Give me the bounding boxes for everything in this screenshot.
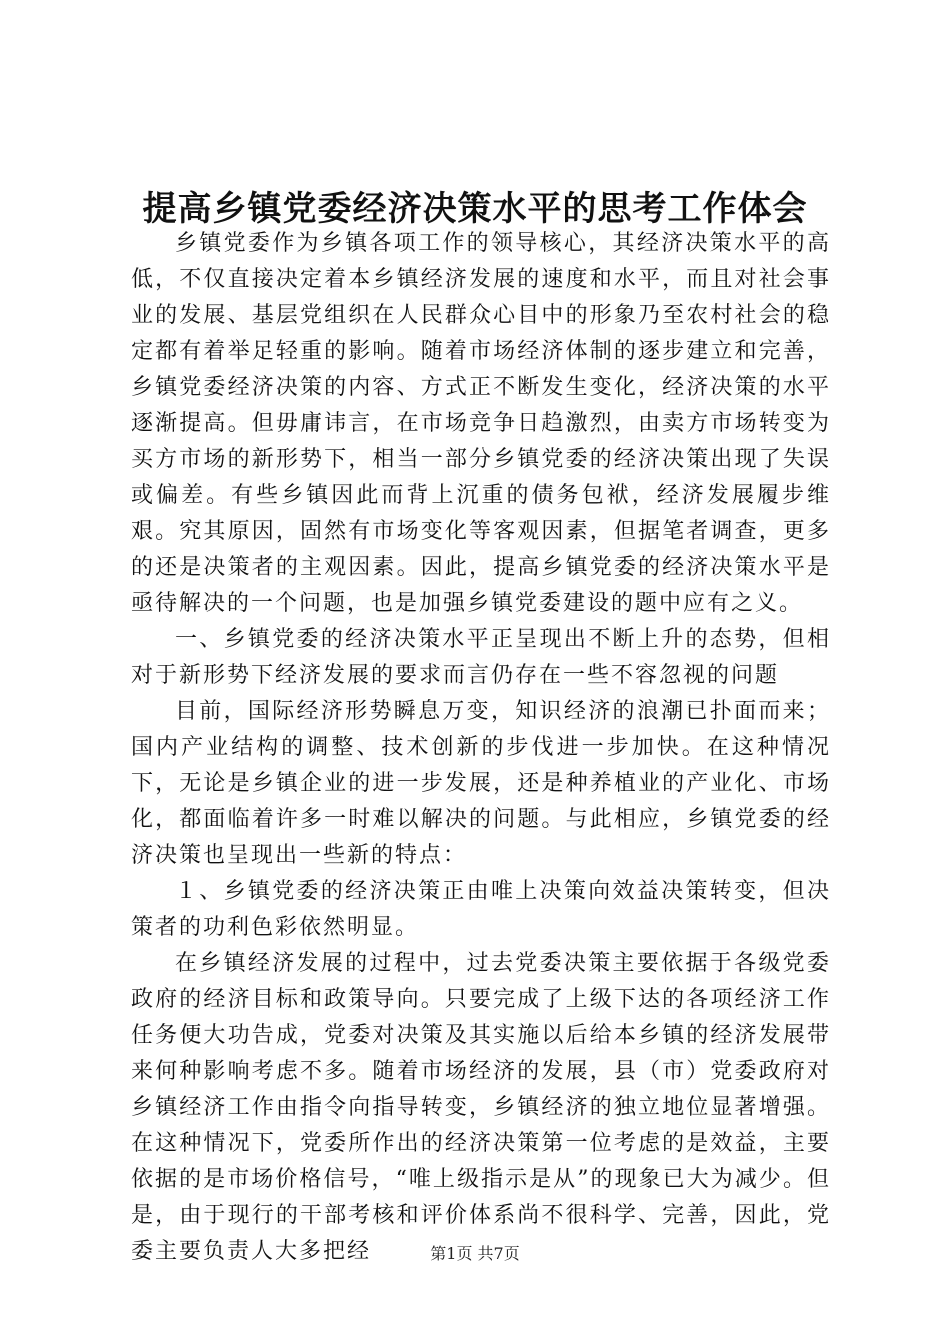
document-body	[131, 226, 831, 1270]
paragraph-intro: 乡镇党委作为乡镇各项工作的领导核心，其经济决策水平的高低，不仅直接决定着本乡镇经济发展的速度和水平，而且对社会事业的发展、基层党组织在人民群众心目中的形象乃至农村社会的稳定都有着举足轻重的影响。随着市场经济体制的逐步建立和完善，乡镇党委经济决策的内容、方式正不断发生变化，经济决策的水平逐渐提高。但毋庸讳言，在市场竞争日趋激烈，由卖方市场转变为买方市场的新形势下，相当一部分乡镇党委的经济决策出现了失误或偏差。有些乡镇因此而背上沉重的债务包袱，经济发展履步维艰。究其原因，固然有市场变化等客观因素，但据笔者调查，更多的还是决策者的主观因素。因此，提高乡镇党委的经济决策水平是亟待解决的一个问题，也是加强乡镇党委建设的题中应有之义。	[131, 231, 831, 616]
page-footer: 第1页 共7页	[430, 1244, 520, 1263]
section-heading-1: 一、乡镇党委的经济决策水平正呈现出不断上升的态势，但相对于新形势下经济发展的要求而言仍存在一些不容忽视的问题	[131, 627, 831, 688]
subsection-heading-1: １、乡镇党委的经济决策正由唯上决策向效益决策转变，但决策者的功利色彩依然明显。	[131, 879, 831, 940]
paragraph-detail: 在乡镇经济发展的过程中，过去党委决策主要依据于各级党委政府的经济目标和政策导向。只要完成了上级下达的各项经济工作任务便大功告成，党委对决策及其实施以后给本乡镇的经济发展带来何种影响考虑不多。随着市场经济的发展，县（市）党委政府对乡镇经济工作由指令向指导转变，乡镇经济的独立地位显著增强。在这种情况下，党委所作出的经济决策第一位考虑的是效益，主要依据的是市场价格信号，“唯上级指示是从”的现象已大为减少。但是，由于现行的干部考核和评价体系尚不很科学、完善，因此，党委主要负责人大多把经	[131, 951, 831, 1264]
document-title: 提高乡镇党委经济决策水平的思考工作体会	[142, 189, 808, 229]
paragraph-context: 目前，国际经济形势瞬息万变，知识经济的浪潮已扑面而来；国内产业结构的调整、技术创新的步伐进一步加快。在这种情况下，无论是乡镇企业的进一步发展，还是种养植业的产业化、市场化，都面临着许多一时难以解决的问题。与此相应，乡镇党委的经济决策也呈现出一些新的特点：	[131, 699, 831, 868]
